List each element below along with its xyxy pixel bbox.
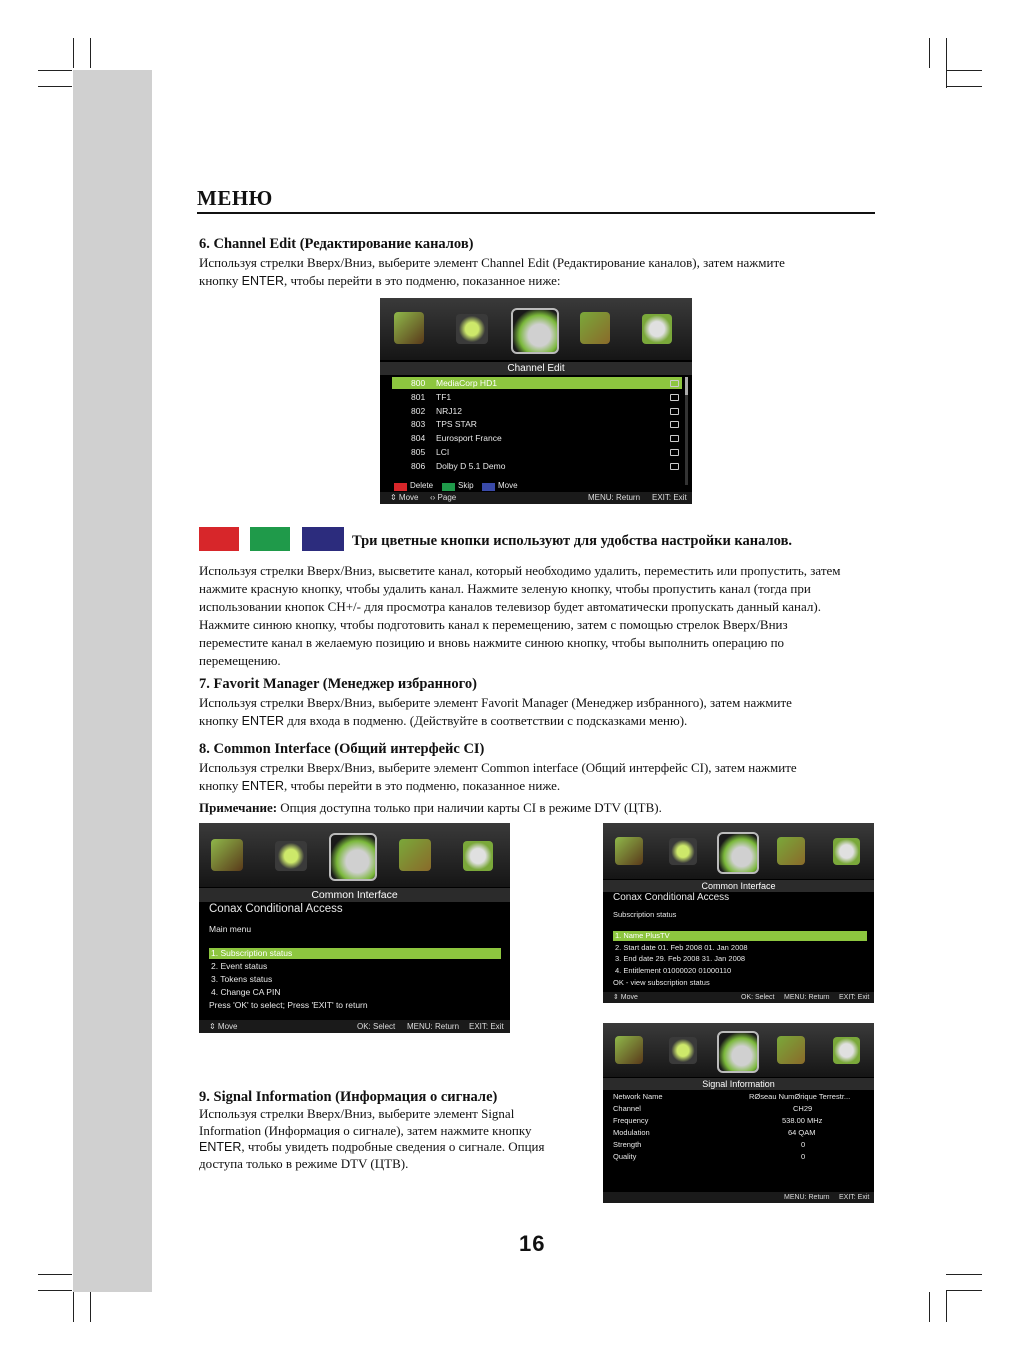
section-text-signal-info: Используя стрелки Вверх/Вниз, выберите элемент Signal Information (Информация о сигнале), затем нажмите кнопку ENTER, чтобы увидеть подробные сведения о сигнале. Опция доступа только в режиме DTV (ЦТВ). [199,1106,545,1171]
screen-footer: ⇕ Move OK: Select MENU: Return EXIT: Exit [199,1020,510,1033]
scrollbar-thumb[interactable] [685,377,688,395]
ci-menu-item[interactable]: 4. Change CA PIN [211,987,281,997]
tv-icon [670,394,679,401]
channel-name: TF1 [436,391,452,402]
channel-number: 801 [411,391,426,402]
picture-icon [615,837,643,865]
tv-icon [670,435,679,442]
channel-icon [717,832,759,874]
menu-icon-bar [603,823,874,879]
color-buttons-caption: Три цветные кнопки используют для удобства настройки каналов. [352,533,793,549]
legend-delete: Delete [410,481,434,490]
ci-main-screen [199,823,510,1033]
channel-name: TPS STAR [436,419,477,430]
crop-mark [929,1292,930,1322]
crop-mark [929,38,930,68]
screen-title: Channel Edit [380,362,692,375]
subscription-item[interactable]: 3. End date 29. Feb 2008 31. Jan 2008 [615,954,746,963]
signal-label: Network Name [613,1092,663,1101]
channel-name: LCI [436,447,450,457]
menu-icon-bar [199,823,510,887]
legend-skip: Skip [458,481,474,490]
settings-icon [642,314,672,344]
ci-menu-item[interactable]: 2. Event status [211,961,268,971]
lock-icon [670,380,679,387]
picture-icon [211,839,243,871]
sound-icon [456,314,488,344]
settings-icon [833,838,860,865]
lock-icon [399,839,431,871]
crop-mark [73,38,74,68]
tv-icon [670,408,679,415]
channel-row[interactable] [392,418,682,430]
crop-mark [946,1290,947,1322]
section-text-channel-edit: Используя стрелки Вверх/Вниз, выберите элемент Channel Edit (Редактирование каналов), затем нажмите кнопку ENTER, чтобы перейти в это подменю, показанное ниже: [199,255,785,288]
signal-label: Frequency [613,1116,649,1125]
subscription-item[interactable]: 1. Name PlusTV [613,931,867,941]
red-key-icon [394,483,407,491]
crop-mark [946,1290,982,1291]
channel-number: 806 [411,460,426,471]
lock-icon [777,1036,805,1064]
crop-mark [38,70,72,71]
crop-mark [38,1290,72,1291]
menu-icon-bar [603,1023,874,1077]
red-button-swatch [199,527,239,551]
section-title-favorit: 7. Favorit Manager (Менеджер избранного) [199,676,477,692]
section-text-favorit: Используя стрелки Вверх/Вниз, выберите элемент Favorit Manager (Менеджер избранного), затем нажмите кнопку ENTER для входа в подменю. (Действуйте в соответствии с подсказками меню). [199,695,792,728]
green-key-icon [442,483,455,491]
ci-subtitle: Conax Conditional Access [613,892,730,903]
channel-row[interactable] [392,446,682,458]
ci-note: Примечание: Опция доступна только при наличии карты CI в режиме DTV (ЦТВ). [199,800,662,815]
screen-title: Common Interface [199,888,510,902]
ci-menu-label: Subscription status [613,910,677,919]
channel-name: Eurosport France [436,433,502,444]
signal-value: CH29 [793,1104,813,1113]
color-buttons-text: Используя стрелки Вверх/Вниз, высветите канал, который необходимо удалить, переместить или пропустить, затем нажмите красную кнопку, чтобы удалить канал. Нажмите зеленую кнопку, чтобы пропустить канал (тогда при использовании кнопок CH+/- для просмотра каналов телевизор будет автоматически пропускать данный канал). Нажмите синюю кнопку, чтобы подготовить канал к перемещению, затем с помощью стрелок Вверх/Вниз переместите канал в желаемую позицию и вновь нажмите синюю кнопку, чтобы выполнить операцию по перемещению. [199,563,841,668]
channel-name: MediaCorp HD1 [436,378,497,388]
ci-subscription-screen [603,823,874,1003]
blue-key-icon [482,483,495,491]
signal-label: Strength [613,1140,642,1149]
legend-move: Move [498,481,518,490]
screen-title: Common Interface [603,880,874,892]
heading-rule [197,212,875,214]
signal-value: 538.00 MHz [782,1116,823,1125]
screen-footer: ⇕ Move OK: Select MENU: Return EXIT: Exit [603,992,874,1003]
crop-mark [90,1292,91,1322]
section-title-signal-info: 9. Signal Information (Информация о сигнале) [199,1089,498,1105]
settings-icon [463,841,493,871]
lock-icon [670,463,679,470]
channel-edit-screen [380,298,692,504]
section-text-common-interface: Используя стрелки Вверх/Вниз, выберите элемент Common interface (Общий интерфейс CI), затем нажмите кнопку ENTER, чтобы перейти в это подменю, показанное ниже. [199,760,797,793]
channel-row[interactable] [392,377,682,389]
signal-value: 64 QAM [788,1128,816,1137]
ci-hint: OK - view subscription status [613,978,710,987]
signal-label: Quality [613,1152,637,1161]
sound-icon [669,1037,697,1064]
channel-icon [511,308,559,354]
channel-row[interactable] [392,405,682,417]
signal-value: RØseau NumØrique Terrestr... [749,1092,851,1101]
channel-row[interactable] [392,460,682,472]
crop-mark [946,70,982,71]
page-heading: МЕНЮ [197,186,273,210]
ci-menu-item[interactable]: 3. Tokens status [211,974,273,984]
channel-icon [329,833,377,881]
signal-value: 0 [801,1152,806,1161]
crop-mark [946,86,982,87]
blue-button-swatch [302,527,344,551]
subscription-item[interactable]: 2. Start date 01. Feb 2008 01. Jan 2008 [615,943,748,952]
screen-title: Signal Information [603,1078,874,1090]
channel-name: Dolby D 5.1 Demo [436,460,506,471]
crop-mark [38,86,72,87]
ci-subtitle: Conax Conditional Access [209,903,343,915]
ci-menu-item[interactable]: 1. Subscription status [209,948,501,959]
channel-icon [717,1031,759,1073]
sound-icon [669,838,697,865]
lock-icon [580,312,610,344]
tv-icon [670,421,679,428]
side-band [73,70,152,1292]
section-title-common-interface: 8. Common Interface (Общий интерфейс CI) [199,741,485,757]
channel-number: 804 [411,433,426,444]
crop-mark [38,1274,72,1275]
menu-icon-bar [380,298,692,360]
crop-mark [946,38,947,88]
signal-label: Modulation [613,1128,650,1137]
signal-info-screen [603,1023,874,1203]
page-number: 16 [519,1231,546,1256]
channel-name: NRJ12 [436,405,462,416]
crop-mark [73,1292,74,1322]
lock-icon [777,837,805,865]
settings-icon [833,1037,860,1064]
subscription-item[interactable]: 4. Entitlement 01000020 01000110 [615,966,732,975]
channel-number: 802 [411,405,426,416]
picture-icon [615,1036,643,1064]
sound-icon [275,841,307,871]
crop-mark [90,38,91,68]
channel-row[interactable] [392,391,682,403]
tv-icon [670,449,679,456]
screen-footer: ⇕ Move ‹› Page MENU: Return EXIT: Exit [380,492,692,504]
channel-row[interactable] [392,432,682,444]
crop-mark [946,1274,982,1275]
green-button-swatch [250,527,290,551]
signal-value: 0 [801,1140,806,1149]
channel-number: 805 [411,447,426,457]
channel-number: 803 [411,419,426,430]
screen-footer: MENU: Return EXIT: Exit [603,1192,874,1203]
section-title-channel-edit: 6. Channel Edit (Редактирование каналов) [199,236,474,252]
channel-number: 800 [411,378,426,388]
ci-hint: Press 'OK' to select; Press 'EXIT' to return [209,1000,368,1010]
signal-label: Channel [613,1104,641,1113]
ci-menu-label: Main menu [209,924,252,934]
picture-icon [394,312,424,344]
